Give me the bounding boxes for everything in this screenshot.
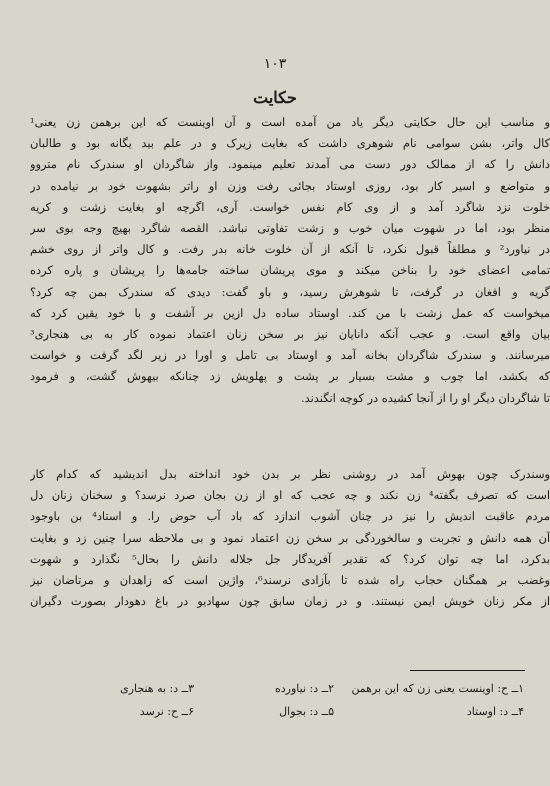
text-line: که بکشد، اما چوب و مشت بسیار بر پشت و پهلویش زد چنانکه بیهوش گشت، و فرمود (30, 369, 550, 384)
text-line: وسندرک چون بهوش آمد در روشنی نظر بر بدن خود انداخته بدل اندیشید که کدام کار (30, 467, 550, 481)
footnote-4: ۴ــ د: اوستاد (466, 705, 524, 718)
text-line: آن همه دانش و تجربت و سالخوردگی بر سخن زن اعتماد نمود و بی ملاحظه سرا چنین زد و بغایت (30, 530, 550, 545)
text-line: بیان واقع است. و عجب آنکه دانایان نیز بر سخن زنان اعتماد نموده کار به بی هنجاری³ (30, 327, 550, 342)
text-line: دانش را که از ممالک دور دست می آمدند تعلیم مینمود. واز شاگردان او سندرک نام متروو (30, 157, 550, 172)
text-line: در نیاورد² و مطلقاً قبول نکرد، تا آنکه از آن خلوت خانه بدر رفت. و کال واتر از روی خشم (30, 242, 550, 257)
footnotes (24, 677, 524, 723)
text-line: مردم عاقبت اندیش را نیز در چنان آشوب اندازد که باد آب حوض را. و استاد⁴ بن باوجود (30, 509, 550, 524)
text-line: وغضب بر همگنان حجاب راه شده تا بآزادی نرسند⁶، واژین است که زاهدان و مرتاضان نیز (30, 573, 550, 588)
text-line: کال واتر، بشن سوامی نام شوهری داشت که بغایت زیرک و در علم بید یگانه بود و طالبان (30, 136, 550, 151)
footnote-1: ۱ــ ح: اوینست یعنی زن که این برهمن (351, 682, 524, 695)
footnote-3: ۳ــ د: به هنجاری (120, 682, 194, 695)
text-line: گریه و افغان در گرفت، تا شوهرش رسید، و باو گفت: دیدی که سندرک بمن چه کرد؟ (30, 284, 550, 299)
text-line: بدکرد، اما چه توان کرد؟ که تقدیر آفریدگار جل جلاله دانش را بحال⁵ نگذارد و شهوت (30, 551, 550, 566)
text-line: خلوت نزد شاگرد آمد و از وی کام نفس خواست. آری، اگرچه او بغایت زشت و کریه (30, 199, 550, 214)
section-heading: حکایت (253, 88, 297, 107)
text-line: منظر بود، اما در شهوت میان خوب و زشت تفاوتی نباشد. القصه شاگرد بهیچ وجه بوی سر (30, 221, 550, 236)
paragraph-1 (30, 112, 550, 409)
footnote-row (24, 677, 524, 700)
text-line: میرسانند. و سندرک شاگردان بخانه آمد و اوستاد بی تامل و اورا در زیر لگد گرفت و خواست (30, 348, 550, 363)
footnote-6: ۶ــ ح: نرسد (139, 705, 194, 718)
footnote-5: ۵ــ د: بجوال (279, 705, 334, 718)
paragraph-2 (30, 464, 550, 612)
text-line: از مکر زنان خویش ایمن نیستند. و در زمان سابق چون سهادیو در باغ دهودار بصورت دگیران (30, 594, 550, 609)
page-number: ۱۰۳ (263, 56, 287, 72)
footnote-2: ۲ــ د: نیاورده (275, 682, 334, 695)
text-line: تمامی اعضای خود را بناخن میکند و موی پریشان ساخته جامه‌ها را پریشان و پاره کرده (30, 263, 550, 278)
text-line: و متواضع و اسیر کار بود، روزی اوستاد بجائی رفت وزن او راتر بشهوت خود بر نیامده در (30, 178, 550, 193)
text-line: است که تصرف بگفته⁴ زن نکند و چه عجب که او از زن بجان صرد نرسد؟ و سخنان زنان دل (30, 488, 550, 503)
text-line: تا شاگردان دیگر او را از آنجا کشیده در کوچه انگندند. (301, 390, 550, 405)
footnote-row (24, 700, 524, 723)
text-line: و مناسب این حال حکایتی دیگر یاد من آمده است و آن اوینست که این برهمن زن یعنی¹ (30, 115, 550, 129)
footnote-divider (410, 670, 525, 671)
text-line: میخواست که عمل زشت با من کند. اوستاد ساده دل ازین بر آشفت و با خود یقین کرد که (30, 305, 550, 320)
